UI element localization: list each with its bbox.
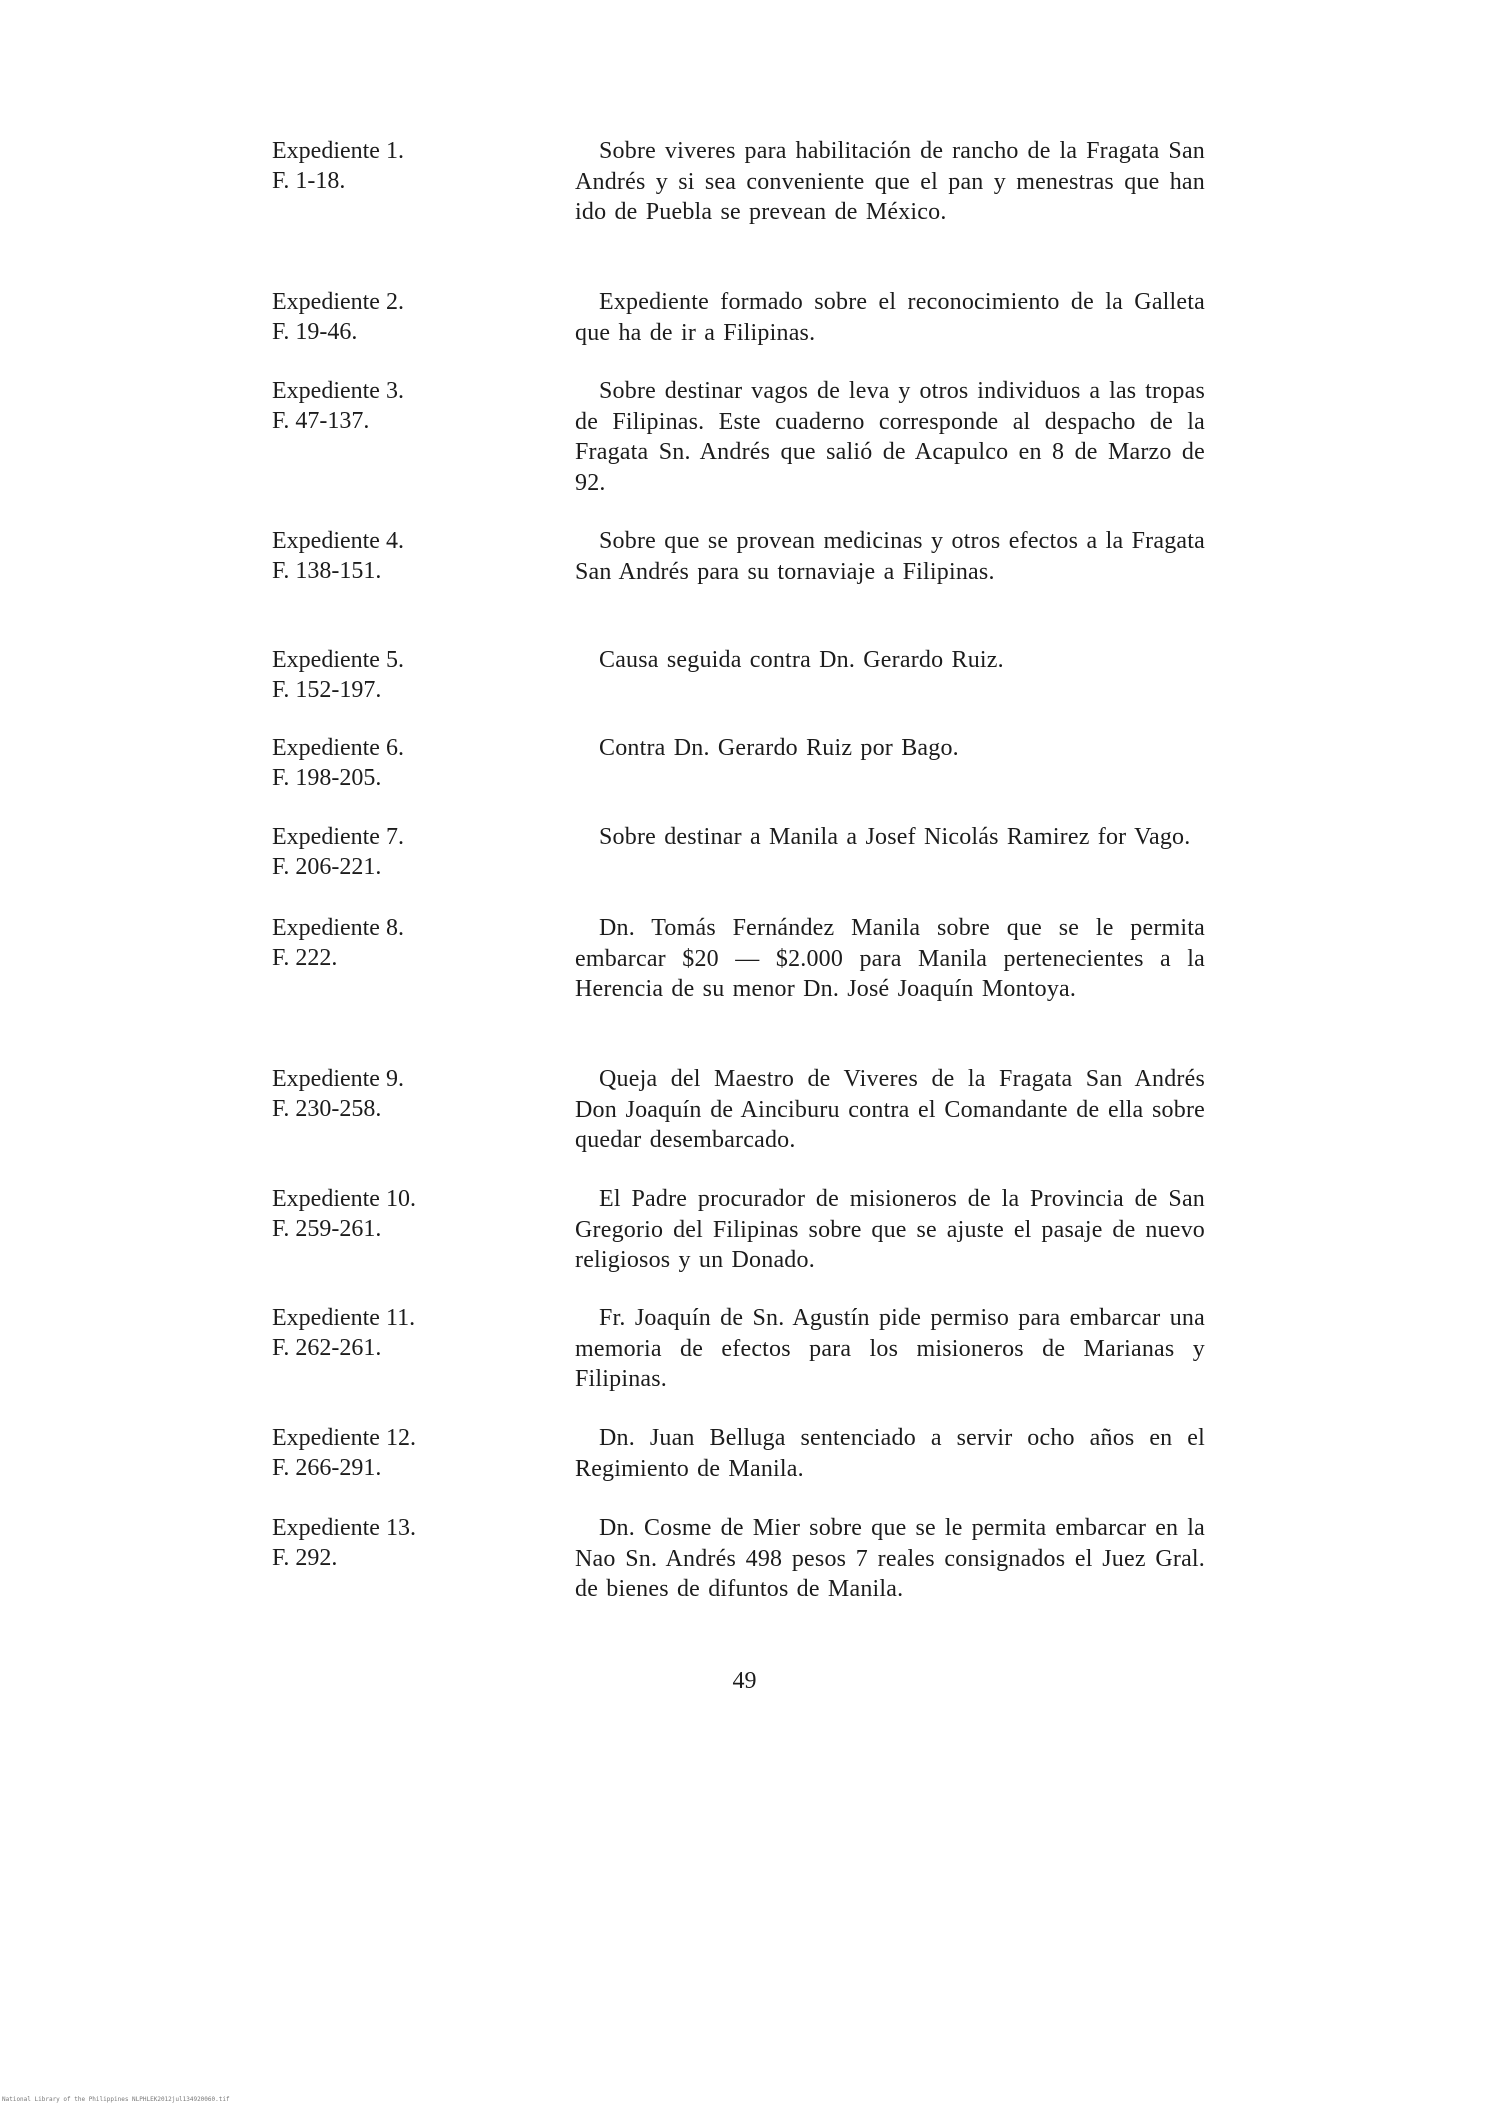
expediente-number: Expediente 4. [272,528,404,554]
expediente-reference [272,526,472,586]
folio-range: F. 152-197. [272,677,382,703]
expediente-reference [272,1064,472,1124]
expediente-description: Expediente formado sobre el reconocimiento de la Galleta que ha de ir a Filipinas. [575,289,1205,346]
expediente-description: Fr. Joaquín de Sn. Agustín pide permiso para embarcar una memoria de efectos para los misioneros de Marianas y Filipinas. [575,1305,1205,1392]
expediente-description: Sobre viveres para habilitación de rancho de la Fragata San Andrés y si sea conveniente que el pan y menestras que han ido de Puebla se prevean de México. [575,138,1205,225]
expediente-number: Expediente 3. [272,378,404,404]
expediente-number: Expediente 2. [272,289,404,315]
expediente-reference [272,645,472,705]
scan-footer-caption: National Library of the Philippines NLPHLEK2012jul134920060.tif [2,2096,230,2103]
folio-range: F. 222. [272,945,338,971]
page-number: 49 [732,1668,757,1694]
expediente-reference [272,733,472,793]
expediente-description: Contra Dn. Gerardo Ruiz por Bago. [599,735,959,761]
expediente-reference [272,1423,472,1483]
expediente-description: Sobre que se provean medicinas y otros efectos a la Fragata San Andrés para su tornaviaje a Filipinas. [575,528,1205,585]
expediente-reference [272,376,472,436]
expediente-number: Expediente 6. [272,735,404,761]
folio-range: F. 292. [272,1545,338,1571]
expediente-description: Causa seguida contra Dn. Gerardo Ruiz. [599,647,1004,673]
folio-range: F. 259-261. [272,1216,382,1242]
expediente-reference [272,1513,472,1573]
expediente-number: Expediente 1. [272,138,404,164]
folio-range: F. 206-221. [272,854,382,880]
expediente-number: Expediente 11. [272,1305,416,1331]
expediente-description: Dn. Juan Belluga sentenciado a servir ocho años en el Regimiento de Manila. [575,1425,1205,1482]
expediente-number: Expediente 9. [272,1066,404,1092]
expediente-reference [272,913,472,973]
folio-range: F. 262-261. [272,1335,382,1361]
expediente-description: El Padre procurador de misioneros de la Provincia de San Gregorio del Filipinas sobre que se ajuste el pasaje de nuevo religiosos y un Donado. [575,1186,1205,1273]
folio-range: F. 138-151. [272,558,382,584]
expediente-reference [272,1184,472,1244]
expediente-number: Expediente 12. [272,1425,416,1451]
expediente-description: Sobre destinar a Manila a Josef Nicolás Ramirez for Vago. [599,824,1191,850]
expediente-description: Dn. Cosme de Mier sobre que se le permita embarcar en la Nao Sn. Andrés 498 pesos 7 reales consignados el Juez Gral. de bienes de difuntos de Manila. [575,1515,1205,1602]
expediente-number: Expediente 5. [272,647,404,673]
expediente-description: Dn. Tomás Fernández Manila sobre que se le permita embarcar $20 — $2.000 para Manila pertenecientes a la Herencia de su menor Dn. José Joaquín Montoya. [575,915,1205,1002]
expediente-reference [272,287,472,347]
expediente-number: Expediente 7. [272,824,404,850]
expediente-description: Queja del Maestro de Viveres de la Fragata San Andrés Don Joaquín de Ainciburu contra el Comandante de ella sobre quedar desembarcado. [575,1066,1205,1153]
expediente-number: Expediente 13. [272,1515,416,1541]
expediente-reference [272,136,472,196]
folio-range: F. 19-46. [272,319,358,345]
folio-range: F. 266-291. [272,1455,382,1481]
folio-range: F. 1-18. [272,168,346,194]
folio-range: F. 230-258. [272,1096,382,1122]
expediente-number: Expediente 8. [272,915,404,941]
expediente-number: Expediente 10. [272,1186,416,1212]
expediente-reference [272,822,472,882]
folio-range: F. 47-137. [272,408,370,434]
expediente-reference [272,1303,472,1363]
expediente-description: Sobre destinar vagos de leva y otros individuos a las tropas de Filipinas. Este cuaderno corresponde al despacho de la Fragata Sn. Andrés que salió de Acapulco en 8 de Marzo de 92. [575,378,1205,496]
folio-range: F. 198-205. [272,765,382,791]
